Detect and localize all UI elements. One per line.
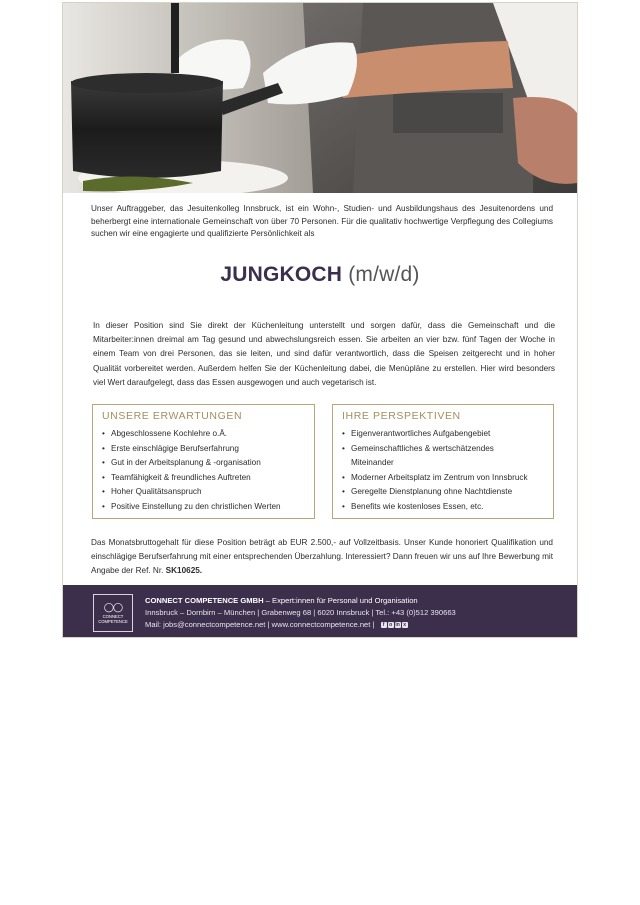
expectations-title: UNSERE ERWARTUNGEN	[102, 410, 243, 422]
expectations-list	[102, 427, 314, 514]
company-tagline: – Expert:innen für Personal und Organisation	[263, 596, 418, 605]
list-item-continuation: Miteinander	[351, 458, 394, 467]
list-item: • Gemeinschaftliches & wertschätzendes	[342, 442, 553, 457]
intro-paragraph: Unser Auftraggeber, das Jesuitenkolleg Innsbruck, ist ein Wohn-, Studien- und Ausbildungshaus des Jesuitenordens und beherbergt eine internationale Gemeinschaft von über 70 Personen. Für die qualitativ hochwertige Verpflegung des Collegiums suchen wir eine engagierte und qualifizierte Persönlichkeit als	[91, 204, 553, 238]
job-ad-sheet	[62, 2, 578, 638]
salary-text: Das Monatsbruttogehalt für diese Position beträgt ab EUR 2.500,- auf Vollzeitbasis. Unser Kunde honoriert Qualifikation und einschlägige Berufserfahrung mit einer entsprechenden Überzahlung. Interessiert? Dann freuen wir uns auf Ihre Bewerbung mit Angabe der Ref. Nr.	[91, 538, 553, 576]
perspectives-title: IHRE PERSPEKTIVEN	[342, 410, 461, 422]
list-item: • Hoher Qualitätsanspruch	[102, 485, 314, 500]
infinity-logo-icon: ◯◯	[103, 602, 123, 612]
job-title	[63, 263, 577, 287]
job-title-main: JUNGKOCH	[220, 263, 343, 286]
list-item: • Positive Einstellung zu den christlichen Werten	[102, 500, 314, 515]
expectations-box	[92, 404, 315, 519]
list-item: • Benefits wie kostenloses Essen, etc.	[342, 500, 553, 515]
list-item: • Moderner Arbeitsplatz im Zentrum von Innsbruck	[342, 471, 553, 486]
list-item: • Erste einschlägige Berufserfahrung	[102, 442, 314, 457]
instagram-icon[interactable]: o	[389, 622, 393, 628]
perspectives-box	[332, 404, 554, 519]
logo-text-line-2: COMPETENCE	[98, 619, 128, 624]
job-title-suffix: (m/w/d)	[348, 263, 420, 286]
company-name: CONNECT COMPETENCE GMBH	[145, 596, 264, 605]
list-item: • Geregelte Dienstplanung ohne Nachtdienste	[342, 485, 553, 500]
job-description: In dieser Position sind Sie direkt der Küchenleitung unterstellt und sorgen dafür, dass die Gemeinschaft und die Mitarbeiter:innen dreimal am Tag gesund und abwechslungsreich essen. Sie arbeiten an vier bzw. fünf Tagen der Woche in einem Team von drei Personen, das sie leiten, und sind dafür verantwortlich, dass die Speisen zeitgerecht und in hoher Qualität vorbereitet werden. Außerdem helfen Sie der Küchenleitung dabei, die Menüpläne zu erstellen. Hier wird besonders viel Wert daraufgelegt, dass das Essen ausgewogen und auch vegetarisch ist.	[93, 321, 555, 387]
company-logo	[93, 594, 133, 632]
linkedin-icon[interactable]: in	[395, 622, 400, 628]
perspectives-list	[342, 427, 553, 514]
social-icons	[381, 622, 408, 628]
facebook-icon[interactable]: f	[381, 622, 387, 628]
footer-address: Innsbruck – Dornbirn – München | Grabenweg 68 | 6020 Innsbruck | Tel.: +43 (0)512 390663	[145, 608, 456, 617]
list-item: • Abgeschlossene Kochlehre o.Ä.	[102, 427, 314, 442]
list-item: • Eigenverantwortliches Aufgabengebiet	[342, 427, 553, 442]
footer-company-line	[145, 596, 418, 605]
reference-number: SK10625.	[165, 566, 203, 576]
salary-paragraph	[91, 536, 553, 579]
hero-photo	[63, 3, 577, 193]
contact-links[interactable]: Mail: jobs@connectcompetence.net | www.connectcompetence.net |	[145, 620, 375, 629]
footer-contact	[145, 620, 408, 629]
company-footer	[63, 585, 577, 637]
list-item: • Gut in der Arbeitsplanung & -organisation	[102, 456, 314, 471]
logo-text-line-1: CONNECT	[102, 614, 124, 619]
xing-icon[interactable]: x	[403, 622, 406, 628]
list-item: • Teamfähigkeit & freundliches Auftreten	[102, 471, 314, 486]
